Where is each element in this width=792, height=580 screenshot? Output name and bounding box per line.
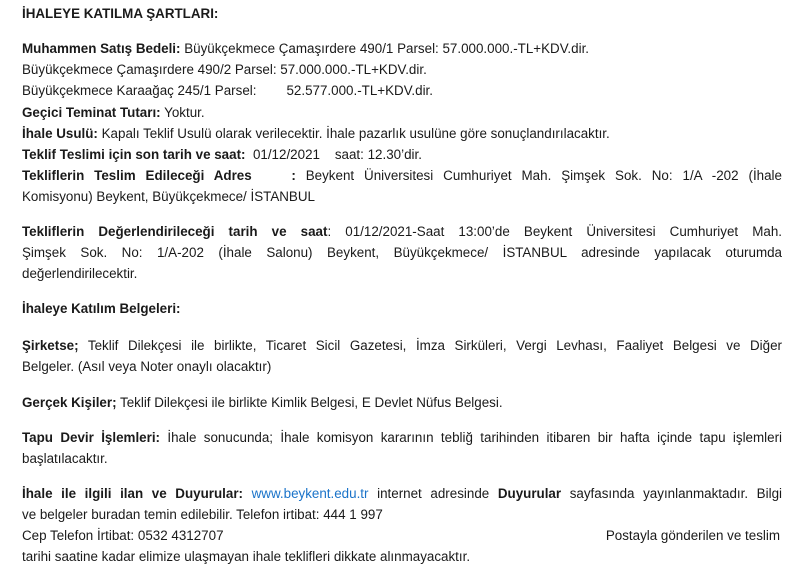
deed-label: Tapu Devir İşlemleri:	[22, 430, 161, 445]
announcements-line-2: ve belgeler buradan temin edilebilir. Telefon irtibat: 444 1 997	[22, 507, 383, 522]
documents-title: İhaleye Katılım Belgeleri:	[22, 301, 181, 316]
sale-price-line-3: Büyükçekmece Karaağaç 245/1 Parsel: 52.577.000.-TL+KDV.dir.	[22, 83, 433, 98]
evaluation-line-1: Tekliflerin Değerlendirileceği tarih ve saat: 01/12/2021-Saat 13:00’de Beykent Üniversitesi Cumhuriyet Mah.	[22, 224, 783, 239]
evaluation-line-3: değerlendirilecektir.	[22, 266, 138, 281]
evaluation-label: Tekliflerin Değerlendirileceği tarih ve saat	[22, 224, 328, 239]
guarantee-line: Geçici Teminat Tutarı: Yoktur.	[22, 105, 205, 120]
method-line: İhale Usulü: Kapalı Teklif Usulü olarak verilecektir. İhale pazarlık usulüne göre sonuçlandırılacaktır.	[22, 126, 610, 141]
deed-line-1: Tapu Devir İşlemleri: İhale sonucunda; İhale komisyon kararının tebliğ tarihinden itibaren bir hafta içinde tapu işlemleri	[22, 430, 782, 445]
announcements-label: İhale ile ilgili ilan ve Duyurular:	[22, 486, 243, 501]
sale-price-line-2: Büyükçekmece Çamaşırdere 490/2 Parsel: 57.000.000.-TL+KDV.dir.	[22, 62, 427, 77]
persons-label: Gerçek Kişiler;	[22, 395, 117, 410]
companies-label: Şirketse;	[22, 338, 79, 353]
guarantee-label: Geçici Teminat Tutarı:	[22, 105, 161, 120]
companies-line-2: Belgeler. (Asıl veya Noter onaylı olacaktır)	[22, 359, 272, 374]
mobile-phone-line: Cep Telefon İrtibat: 0532 4312707	[22, 528, 224, 543]
announcements-section-name: Duyurular	[497, 486, 562, 501]
delivery-address-label: Tekliflerin Teslim Edileceği Adres :	[22, 168, 296, 183]
companies-line-1: Şirketse; Teklif Dilekçesi ile birlikte, Ticaret Sicil Gazetesi, İmza Sirküleri, Vergi Levhası, Faaliyet Belgesi ve Diğer	[22, 338, 782, 353]
website-link[interactable]: www.beykent.edu.tr	[251, 486, 369, 501]
evaluation-line-2: Şimşek Sok. No: 1/A-202 (İhale Salonu) Beykent, Büyükçekmece/ İSTANBUL adresinde yapılacak oturumda	[22, 245, 782, 260]
sale-price-line-1: Muhammen Satış Bedeli: Büyükçekmece Çamaşırdere 490/1 Parsel: 57.000.000.-TL+KDV.dir.	[22, 41, 590, 56]
page-title: İHALEYE KATILMA ŞARTLARI:	[22, 6, 219, 21]
method-label: İhale Usulü:	[22, 126, 98, 141]
delivery-address-line-1: Tekliflerin Teslim Edileceği Adres : Beykent Üniversitesi Cumhuriyet Mah. Şimşek Sok. No: 1/A -202 (İhale	[22, 168, 782, 183]
announcements-line-1: İhale ile ilgili ilan ve Duyurular: www.beykent.edu.tr internet adresinde Duyurular sayfasında yayınlanmaktadır. Bilgi	[22, 486, 782, 501]
postal-note-start: Postayla gönderilen ve teslim	[605, 528, 780, 543]
delivery-address-line-2: Komisyonu) Beykent, Büyükçekmece/ İSTANBUL	[22, 189, 315, 204]
announcements-line-4: tarihi saatine kadar elimize ulaşmayan ihale teklifleri dikkate alınmayacaktır.	[22, 549, 471, 564]
sale-price-label: Muhammen Satış Bedeli:	[22, 41, 181, 56]
deadline-label: Teklif Teslimi için son tarih ve saat:	[22, 147, 246, 162]
deadline-line: Teklif Teslimi için son tarih ve saat: 01/12/2021 saat: 12.30’dir.	[22, 147, 422, 162]
persons-line: Gerçek Kişiler; Teklif Dilekçesi ile birlikte Kimlik Belgesi, E Devlet Nüfus Belgesi.	[22, 395, 503, 410]
deed-line-2: başlatılacaktır.	[22, 451, 108, 466]
